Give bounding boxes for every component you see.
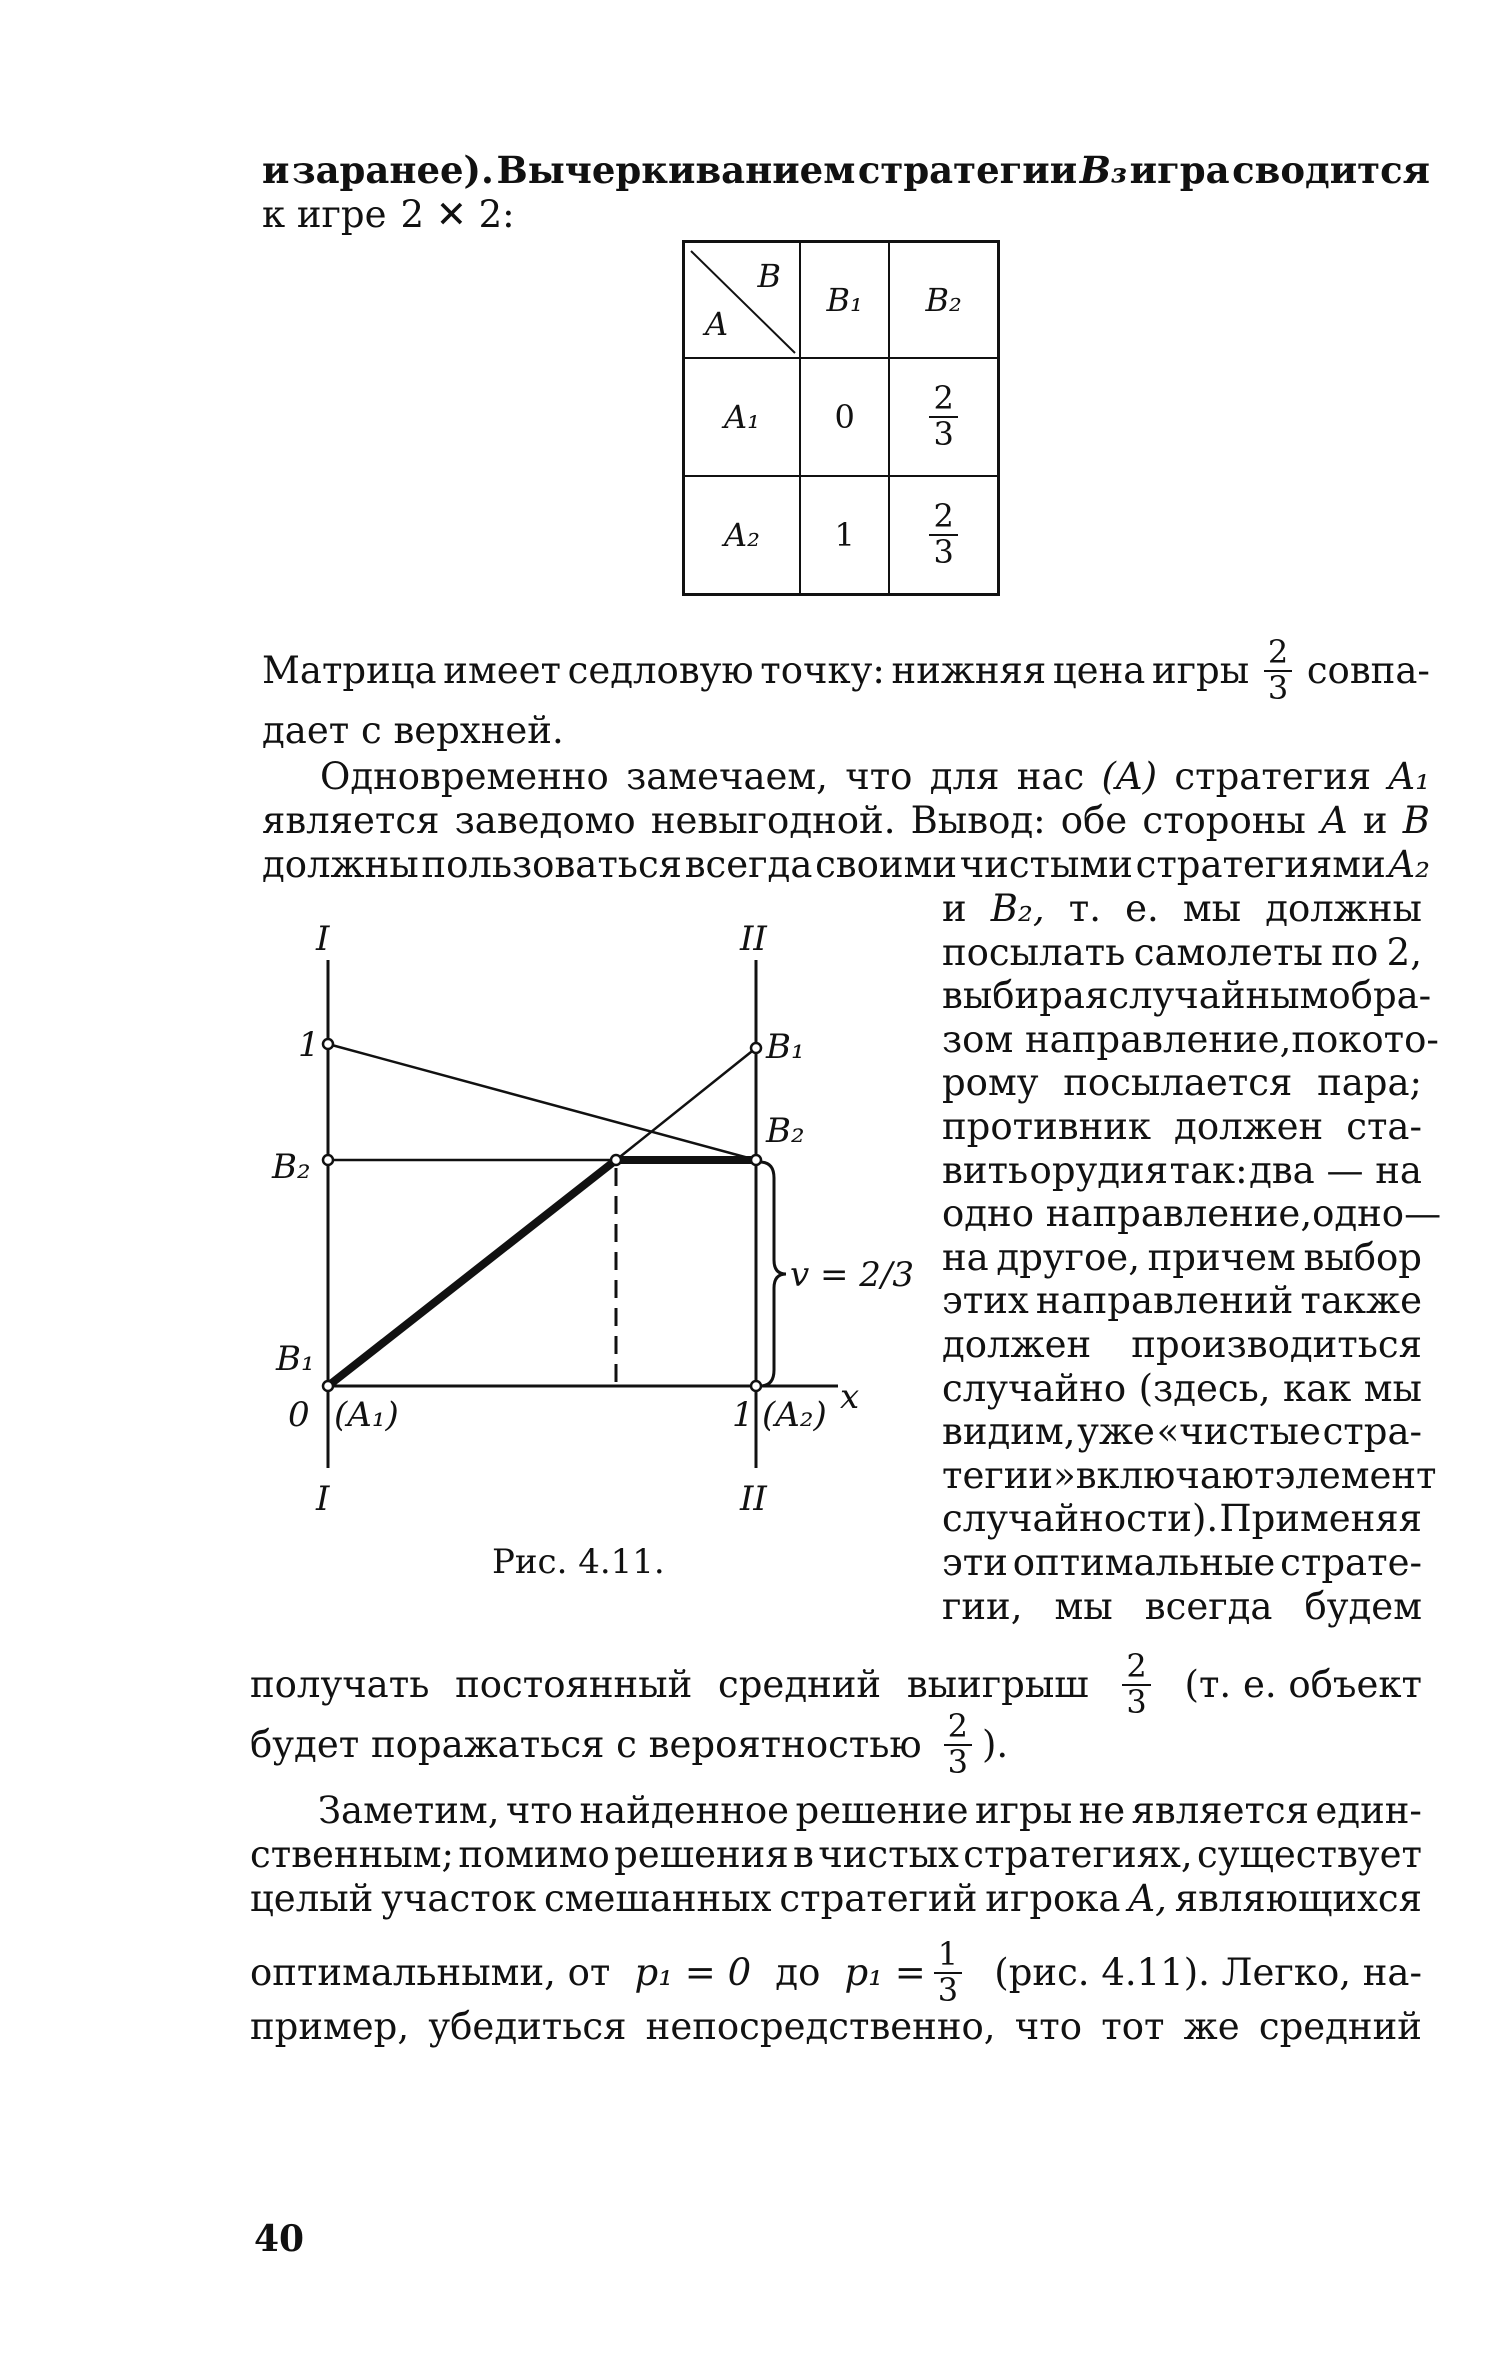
corner-diagonal: [685, 243, 799, 357]
paragraph5-line5: пример, убедиться непосредственно, что тот же средний: [250, 2005, 1422, 2048]
point-1-left: [323, 1039, 333, 1049]
column-line: этих направлений также: [942, 1279, 1422, 1323]
label-B2-left: B₂: [272, 1147, 311, 1187]
paragraph1-line1: и заранее). Вычеркиванием стратегии B₃ игра сводится: [262, 148, 1430, 192]
paragraph1-line2: к игре 2 ✕ 2:: [262, 193, 515, 236]
line-1-to-B2: [328, 1044, 756, 1160]
cell-a2-b2: $\frac{2}{3}$: [889, 476, 998, 595]
figure-caption: Рис. 4.11.: [492, 1542, 665, 1582]
paragraph3-line3: должны пользоваться всегда своими чистыми стратегиями A₂: [262, 843, 1430, 886]
paragraph5-line2: ственным; помимо решения в чистых стратегиях, существует: [250, 1833, 1422, 1876]
label-axis-top-I: I: [316, 919, 330, 959]
label-v: v = 2/3: [790, 1255, 915, 1295]
matrix-corner-cell: [684, 242, 801, 359]
point-B2-left: [323, 1155, 333, 1165]
column-line: случайности). Применяя: [942, 1497, 1422, 1541]
paragraph5-line1: Заметим, что найденное решение игры не является един-: [318, 1789, 1422, 1832]
column-line: одно направление, одно—: [942, 1192, 1442, 1236]
point-B2-right: [751, 1155, 761, 1165]
page-number: 40: [254, 2218, 305, 2260]
envelope-diagonal: [328, 1160, 616, 1386]
label-1-bottom: 1: [732, 1395, 754, 1435]
cell-a2-b1: 1: [800, 476, 889, 595]
label-axis-bottom-II: II: [740, 1479, 767, 1519]
corner-label-b: B: [757, 257, 781, 295]
label-B1-left: B₁: [276, 1339, 315, 1379]
column-line: зом направление, по кото-: [942, 1017, 1439, 1061]
column-line: тегии» включают элемент: [942, 1453, 1437, 1497]
value-brace: [760, 1162, 786, 1386]
label-A2: (A₂): [762, 1395, 827, 1435]
row-label-a2: A₂: [684, 476, 801, 595]
cell-a1-b1: 0: [800, 358, 889, 476]
label-0: 0: [288, 1395, 310, 1435]
point-B1-right: [751, 1043, 761, 1053]
col-header-b1: B₁: [800, 242, 889, 359]
figure-4-11: [240, 900, 915, 1544]
column-line: выбирая случайным обра-: [942, 974, 1432, 1018]
paragraph3-line2: является заведомо невыгодной. Вывод: обе стороны A и B: [262, 799, 1430, 842]
column-line: рому посылается пара;: [942, 1061, 1422, 1105]
column-line: и B₂, т. е. мы должны: [942, 887, 1422, 930]
column-line: посылать самолеты по 2,: [942, 930, 1422, 974]
line-B1: [616, 1048, 756, 1160]
column-line: гии, мы всегда будем: [942, 1584, 1422, 1628]
payoff-matrix: [682, 240, 1000, 596]
paragraph4-line2: будет поражаться с вероятностью $\frac{2}{3}$ ).: [250, 1707, 1009, 1781]
column-line: противник должен ста-: [942, 1105, 1422, 1148]
column-line: на другое, причем выбор: [942, 1235, 1422, 1279]
matrix-row-a1: [684, 358, 999, 476]
point-1-bottom: [751, 1381, 761, 1391]
label-B1-right: B₁: [766, 1027, 805, 1067]
label-x: x: [840, 1377, 860, 1417]
paragraph5-line3: целый участок смешанных стратегий игрока A, являющихся: [250, 1877, 1422, 1920]
column-line: эти оптимальные страте-: [942, 1541, 1422, 1584]
label-axis-bottom-I: I: [316, 1479, 330, 1519]
column-line: видим, уже «чистые стра-: [942, 1410, 1422, 1454]
paragraph5-line4: оптимальными, от p₁ = 0 до p₁ = $\frac{1}{3}$ (рис. 4.11). Легко, на-: [250, 1935, 1422, 2009]
label-axis-top-II: II: [740, 919, 767, 959]
point-intersection: [611, 1155, 621, 1165]
column-line: должен производиться: [942, 1323, 1422, 1366]
col-header-b2: B₂: [889, 242, 998, 359]
cell-a1-b2: $\frac{2}{3}$: [889, 358, 998, 476]
paragraph4-line1: получать постоянный средний выигрыш $\frac{2}{3}$ (т. е. объект: [250, 1647, 1422, 1721]
column-line: случайно (здесь, как мы: [942, 1366, 1422, 1410]
lower-value-fraction: $\frac{2}{3}$: [1264, 636, 1292, 705]
figure-plot: [240, 900, 915, 1540]
point-B1-origin: [323, 1381, 333, 1391]
paragraph3-line1: Одновременно замечаем, что для нас (A) стратегия A₁: [320, 755, 1430, 798]
paragraph2-line1: Матрица имеет седловую точку: нижняя цена игры $\frac{2}{3}$ совпа-: [262, 633, 1430, 707]
label-B2-right: B₂: [766, 1111, 805, 1151]
corner-label-a: A: [705, 305, 729, 343]
matrix-row-a2: [684, 476, 999, 595]
row-label-a1: A₁: [684, 358, 801, 476]
column-line: вить орудия так: два — на: [942, 1148, 1422, 1192]
label-1-left: 1: [298, 1025, 320, 1065]
label-A1: (A₁): [334, 1395, 399, 1435]
paragraph2-line2: дает с верхней.: [262, 709, 564, 752]
